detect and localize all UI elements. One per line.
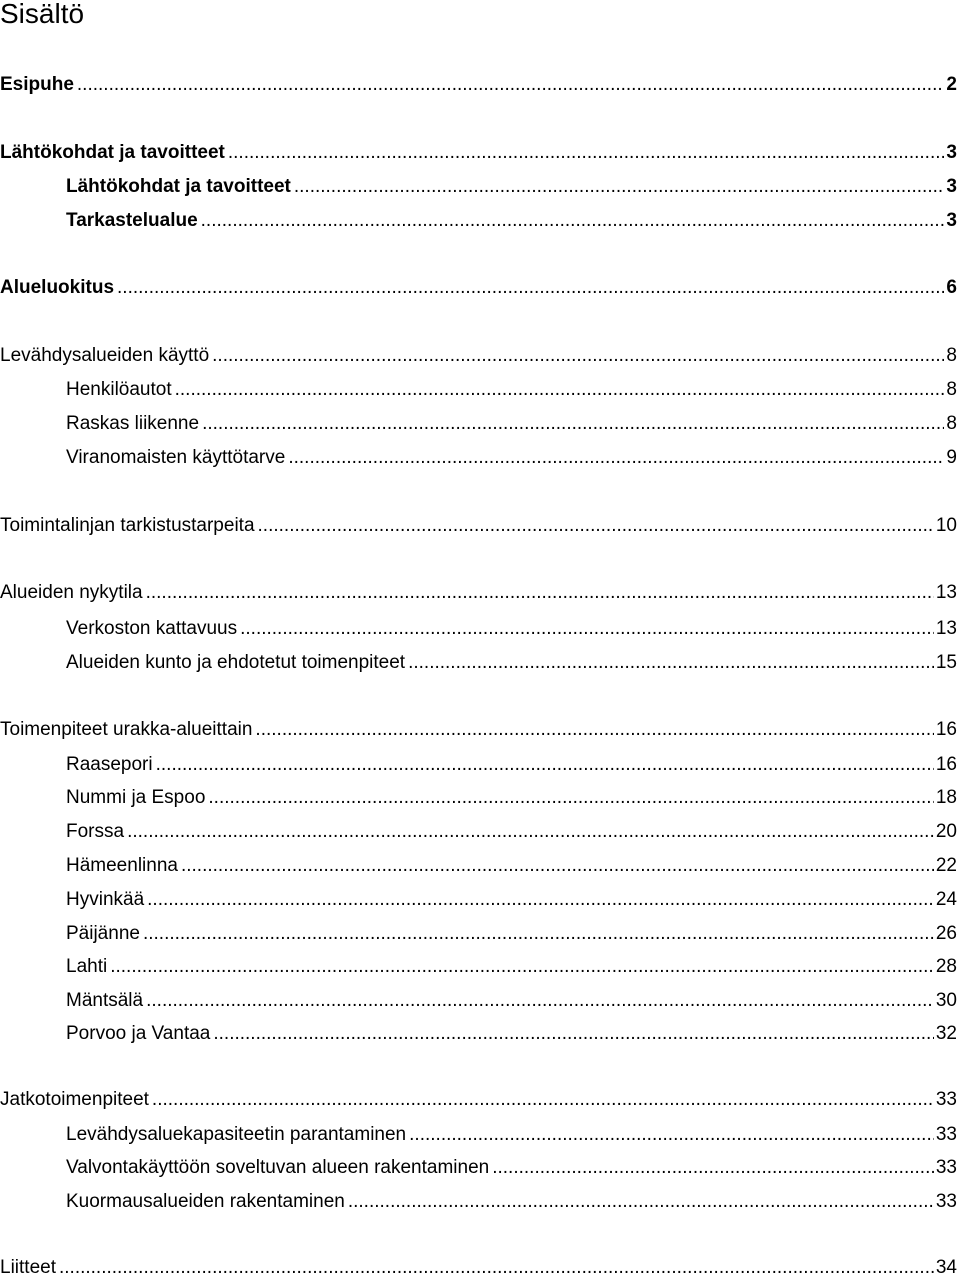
toc-entry-label: Tarkastelualue [66,210,198,231]
toc-entry-label: Raskas liikenne [66,413,200,434]
toc-entry[interactable] [0,752,960,778]
toc-entry-page-number: 18 [935,787,957,808]
toc-entry-label: Verkoston kattavuus [66,618,238,639]
dot-leader [181,853,934,879]
dot-leader [348,1189,934,1215]
dot-leader [202,411,944,437]
toc-entry[interactable] [0,988,960,1014]
toc-entry-page-number: 20 [935,821,957,842]
toc-entry-label: Viranomaisten käyttötarve [66,447,286,468]
toc-entry[interactable] [0,174,960,200]
toc-entry[interactable] [0,853,960,879]
toc-entry-page-number: 3 [946,176,957,197]
dot-leader [409,1122,934,1148]
toc-entry-label: Forssa [66,821,125,842]
toc-entry-label: Raasepori [66,754,153,775]
toc-entry[interactable] [0,819,960,845]
toc-entry-label: Porvoo ja Vantaa [66,1023,211,1044]
dot-leader [213,1021,934,1047]
toc-entry[interactable] [0,513,960,539]
toc-entry-page-number: 26 [935,923,957,944]
dot-leader [255,717,933,743]
dot-leader [77,72,945,98]
toc-entry-label: Toimenpiteet urakka-alueittain [0,719,253,740]
toc-entry[interactable] [0,411,960,437]
toc-entry-page-number: 28 [935,956,957,977]
dot-leader [208,785,933,811]
toc-entry[interactable] [0,1122,960,1148]
toc-entry-page-number: 16 [935,754,957,775]
toc-entry[interactable] [0,1087,960,1113]
toc-entry-label: Jatkotoimenpiteet [0,1089,149,1110]
dot-leader [201,208,945,234]
toc-entry-label: Alueiden kunto ja ehdotetut toimenpiteet [66,652,406,673]
toc-entry-label: Henkilöautot [66,379,172,400]
dot-leader [146,580,934,606]
toc-entry[interactable] [0,616,960,642]
toc-entry[interactable] [0,343,960,369]
dot-leader [408,650,934,676]
toc-entry-page-number: 9 [946,447,957,468]
toc-entry[interactable] [0,785,960,811]
dot-leader [212,343,944,369]
dot-leader [258,513,934,539]
dot-leader [147,887,934,913]
toc-entry[interactable] [0,580,960,606]
dot-leader [152,1087,934,1113]
toc-entry[interactable] [0,377,960,403]
toc-entry-page-number: 2 [946,74,957,95]
toc-entry[interactable] [0,275,960,301]
toc-entry-label: Hyvinkää [66,889,145,910]
toc-entry-page-number: 32 [935,1023,957,1044]
toc-entry[interactable] [0,921,960,947]
toc-entry[interactable] [0,650,960,676]
dot-leader [146,988,934,1014]
dot-leader [175,377,945,403]
toc-entry-label: Alueiden nykytila [0,582,143,603]
toc-entry-page-number: 13 [935,618,957,639]
toc-entry-label: Mäntsälä [66,990,144,1011]
toc-entry-page-number: 13 [935,582,957,603]
toc-entry-page-number: 24 [935,889,957,910]
dot-leader [59,1255,934,1281]
toc-entry-page-number: 3 [946,142,957,163]
toc-entry-page-number: 3 [946,210,957,231]
toc-entry-label: Liitteet [0,1257,56,1278]
toc-entry[interactable] [0,1255,960,1281]
toc-entry-page-number: 15 [935,652,957,673]
dot-leader [117,275,944,301]
toc-entry-label: Levähdysaluekapasiteetin parantaminen [66,1124,407,1145]
toc-entry-page-number: 10 [935,515,957,536]
dot-leader [228,140,945,166]
toc-entry-label: Toimintalinjan tarkistustarpeita [0,515,255,536]
toc-entry-label: Lähtökohdat ja tavoitteet [66,176,291,197]
toc-entry-page-number: 22 [935,855,957,876]
toc-entry-page-number: 33 [935,1124,957,1145]
dot-leader [294,174,945,200]
toc-entry-label: Nummi ja Espoo [66,787,206,808]
toc-entry[interactable] [0,1021,960,1047]
toc-entry[interactable] [0,887,960,913]
toc-entry-page-number: 8 [946,345,957,366]
toc-entry-page-number: 6 [946,277,957,298]
toc-entry-page-number: 33 [935,1089,957,1110]
toc-entry-page-number: 30 [935,990,957,1011]
toc-entry-label: Levähdysalueiden käyttö [0,345,210,366]
toc-entry-label: Lahti [66,956,108,977]
toc-entry-label: Lähtökohdat ja tavoitteet [0,142,225,163]
toc-entry-label: Hämeenlinna [66,855,178,876]
toc-entry-page-number: 16 [935,719,957,740]
toc-entry-label: Esipuhe [0,74,74,95]
toc-entry-label: Alueluokitus [0,277,115,298]
dot-leader [127,819,934,845]
toc-entry[interactable] [0,140,960,166]
toc-entry-page-number: 33 [935,1191,957,1212]
dot-leader [110,954,934,980]
toc-entry[interactable] [0,72,960,98]
toc-entry[interactable] [0,1189,960,1215]
toc-entry[interactable] [0,445,960,471]
dot-leader [143,921,934,947]
toc-entry[interactable] [0,208,960,234]
page-title: Sisältö [0,0,85,29]
toc-entry-label: Kuormausalueiden rakentaminen [66,1191,345,1212]
toc-entry[interactable] [0,1155,960,1181]
toc-entry[interactable] [0,717,960,743]
toc-entry-page-number: 8 [946,413,957,434]
toc-entry-label: Valvontakäyttöön soveltuvan alueen rakentaminen [66,1157,490,1178]
dot-leader [492,1155,934,1181]
dot-leader [240,616,934,642]
dot-leader [156,752,934,778]
toc-entry-page-number: 8 [946,379,957,400]
toc-entry[interactable] [0,954,960,980]
dot-leader [288,445,944,471]
toc-entry-page-number: 34 [935,1257,957,1278]
toc-entry-page-number: 33 [935,1157,957,1178]
toc-entry-label: Päijänne [66,923,140,944]
